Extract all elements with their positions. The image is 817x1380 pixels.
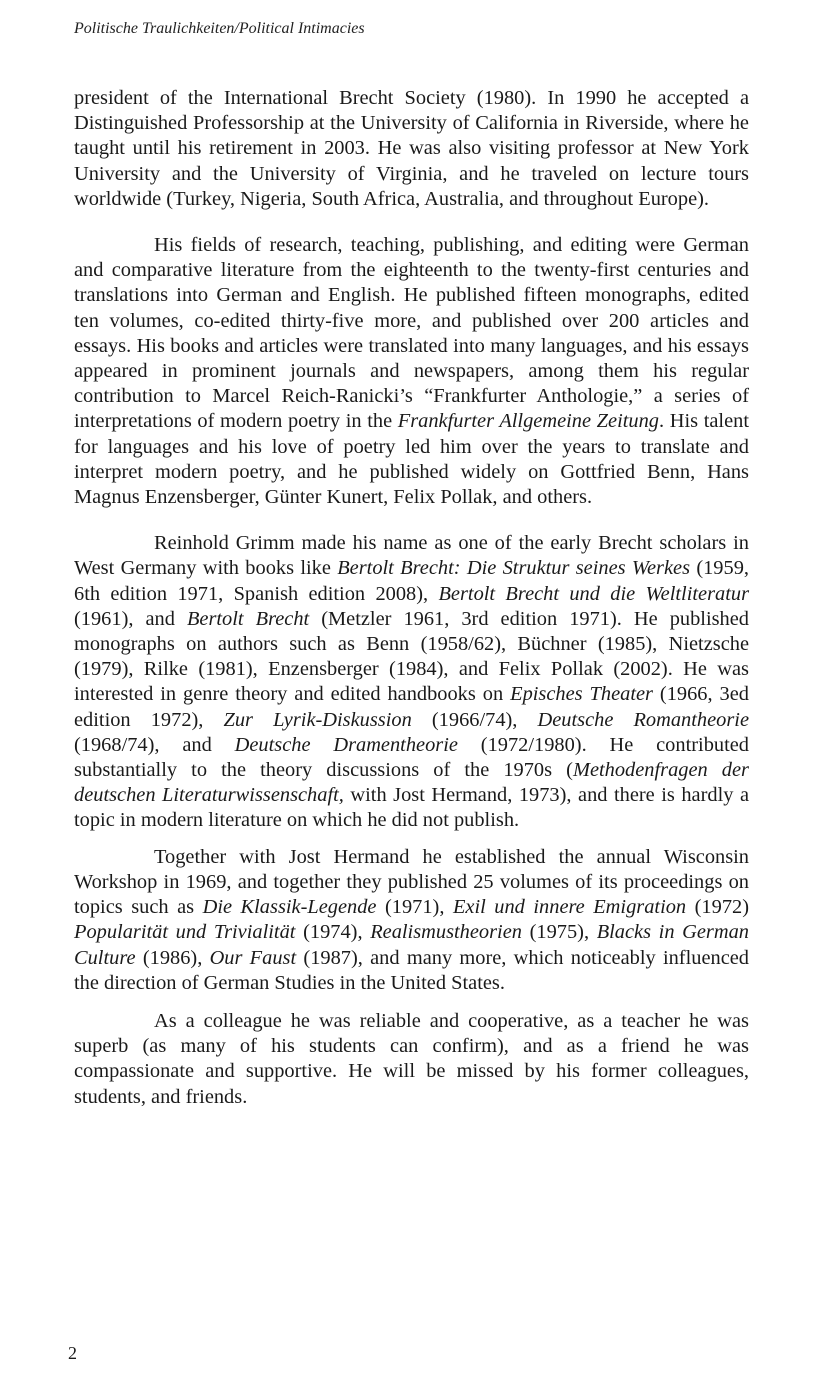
paragraph-2-text-a: His fields of research, teaching, publishing, and editing were German and comparative literature from the eighteenth to the twenty-first centuries and translations into German and English. He published fifteen monographs, edited ten volumes, co-edited thirty-five more, and published over 200 articles and essays. His books and articles were translated into many languages, and his essays appeared in prominent journals and newspapers, among them his regular contribution to Marcel Reich-Ranicki’s “Frankfurter Anthologie,” a series of interpretations of modern poetry in the	[74, 234, 749, 433]
body-text	[74, 86, 749, 1110]
paragraph-3-text-d: (Metzler 1961, 3rd edition 1971). He published monographs on authors such as Benn (1958/62), Büchner (1985), Nietzsche (1979), Rilke (1981), Enzensberger (1984), and Felix Pollak (2002). He was interested in genre theory and edited handbooks on	[74, 607, 749, 706]
paragraph-3-text-b: (1959, 6th edition 1971, Spanish edition 2008),	[74, 557, 749, 605]
paragraph-4	[74, 845, 749, 996]
paragraph-3-text-c: (1961), and	[74, 607, 187, 630]
paragraph-2-text-b: . His talent for languages and his love of poetry led him over the years to translate and interpret modern poetry, and he published widely on Gottfried Benn, Hans Magnus Enzensberger, Günter Kunert, Felix Pollak, and others.	[74, 410, 749, 509]
paragraph-4-italic-1: Die Klassik-Legende	[202, 896, 377, 919]
paragraph-3-italic-2: Bertolt Brecht und die Weltliteratur	[438, 582, 749, 605]
paragraph-1: president of the International Brecht Society (1980). In 1990 he accepted a Distinguished Professorship at the University of California in Riverside, where he taught until his retirement in 2003. He was also visiting professor at New York University and the University of Virginia, and he traveled on lecture tours worldwide (Turkey, Nigeria, South Africa, Australia, and throughout Europe).	[74, 87, 749, 210]
paragraph-4-text-f: (1986),	[135, 946, 210, 969]
paragraph-5: As a colleague he was reliable and cooperative, as a teacher he was superb (as many of his students can confirm), and as a friend he was compassionate and supportive. He will be missed by his former colleagues, students, and friends.	[74, 1009, 749, 1108]
paragraph-3	[74, 531, 749, 833]
paragraph-4-italic-4: Realismustheorien	[370, 921, 522, 944]
running-head: Politische Traulichkeiten/Political Intimacies	[74, 20, 365, 37]
paragraph-3-text-h: (1972/1980). He contributed substantially to the theory discussions of the 1970s (	[74, 733, 749, 782]
paragraph-4-italic-5: Blacks in German Culture	[74, 921, 749, 969]
paragraph-4-italic-3: Popularität und Trivialität	[74, 921, 296, 944]
paragraph-4-italic-6: Our Faust	[209, 946, 297, 969]
paragraph-2-italic-title: Frankfurter Allgemeine Zeitung	[397, 410, 659, 433]
paragraph-3-italic-4: Episches Theater	[510, 683, 653, 706]
paragraph-3-text-e: (1966, 3ed edition 1972),	[74, 683, 749, 731]
paragraph-3-italic-7: Deutsche Dramentheorie	[234, 733, 458, 756]
paragraph-3-italic-3: Bertolt Brecht	[186, 607, 310, 630]
paragraph-3-text-a: Reinhold Grimm made his name as one of the early Brecht scholars in West Germany with books like	[74, 532, 749, 580]
paragraph-4-italic-2: Exil und innere Emigration	[452, 896, 687, 919]
paragraph-4-text-e: (1975),	[521, 921, 597, 944]
paragraph-3-italic-5: Zur Lyrik-Diskussion	[223, 708, 412, 731]
paragraph-3-text-f: (1966/74),	[411, 708, 538, 731]
paragraph-3-text-g: (1968/74), and	[74, 733, 235, 756]
paragraph-4-text-d: (1974),	[295, 921, 371, 944]
paragraph-2	[74, 233, 749, 510]
paragraph-4-text-g: (1987), and many more, which noticeably influenced the direction of German Studies in the United States.	[74, 946, 750, 994]
paragraph-3-italic-8: Methodenfragen der deutschen Literaturwissenschaft,	[74, 759, 749, 807]
paragraph-4-text-a: Together with Jost Hermand he established the annual Wisconsin Workshop in 1969, and together they published 25 volumes of its proceedings on topics such as	[74, 845, 749, 919]
paragraph-3-italic-6: Deutsche Romantheorie	[537, 708, 750, 731]
paragraph-4-text-c: (1972)	[686, 896, 749, 919]
paragraph-3-text-j: with Jost Hermand, 1973), and there is hardly a topic in modern literature on which he did not publish.	[74, 784, 749, 832]
page-number: 2	[68, 1343, 77, 1363]
paragraph-3-italic-1: Bertolt Brecht: Die Struktur seines Werkes	[337, 557, 691, 580]
paragraph-4-text-b: (1971),	[376, 896, 453, 919]
